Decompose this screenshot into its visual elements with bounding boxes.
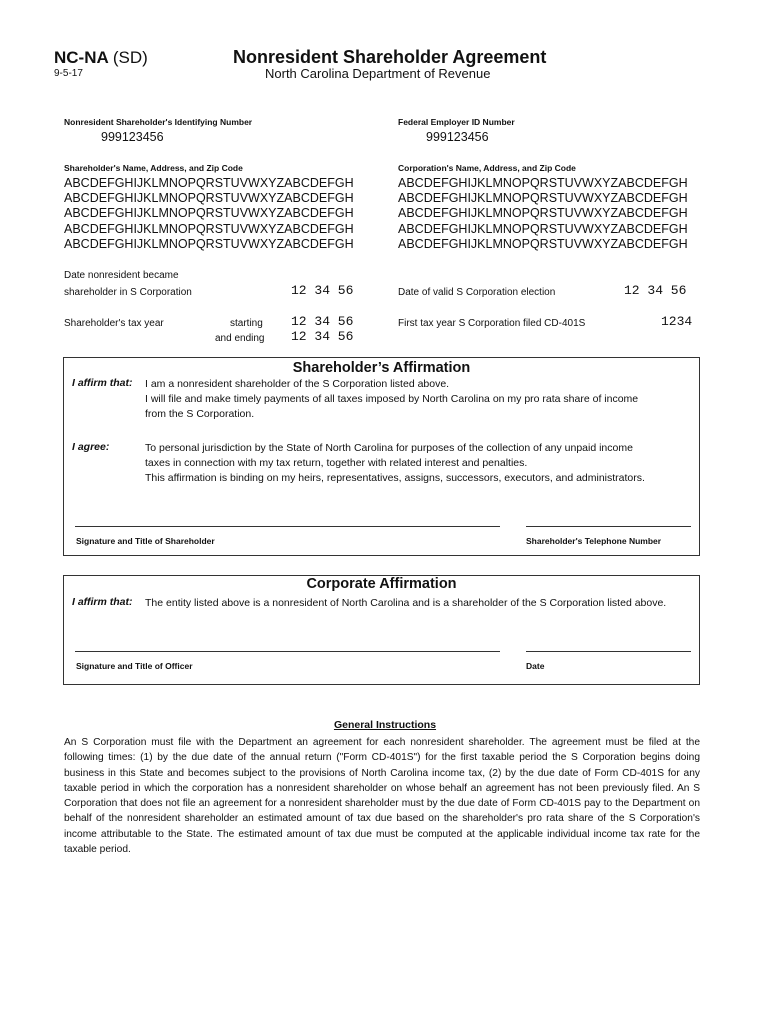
corporate-affirmation-title: Corporate Affirmation	[306, 576, 457, 592]
first-tax-year-field[interactable]: 1234	[661, 314, 693, 329]
date-label: Date	[526, 661, 545, 671]
address-line: ABCDEFGHIJKLMNOPQRSTUVWXYZABCDEFGH	[64, 191, 354, 206]
form-subtitle: North Carolina Department of Revenue	[265, 66, 491, 81]
shareholder-signature-line[interactable]	[75, 526, 500, 527]
address-line: ABCDEFGHIJKLMNOPQRSTUVWXYZABCDEFGH	[398, 206, 688, 221]
s-election-label: Date of valid S Corporation election	[398, 287, 556, 298]
tax-year-end-field[interactable]: 12 34 56	[291, 329, 354, 344]
shareholder-address-label: Shareholder's Name, Address, and Zip Code	[64, 163, 243, 173]
agree-label: I agree:	[72, 441, 110, 453]
revision-date: 9-5-17	[54, 68, 83, 79]
address-line: ABCDEFGHIJKLMNOPQRSTUVWXYZABCDEFGH	[64, 206, 354, 221]
agree-line: taxes in connection with my tax return, together with related interest and penalties.	[145, 457, 528, 469]
instructions-body: An S Corporation must file with the Department an agreement for each nonresident shareholder. The agreement must be filed at the following times: (1) by the due date of the annual return ("Form CD-401S") for the first taxable period the S Corporation begins doing business in this State and becomes subject to the provisions of North Carolina income tax, (2) by the due date of Form CD-401S for any taxable period in which the corporation has a nonresident shareholder on whose behalf an agreement has not been previously filed. An S Corporation that does not file an agreement for a nonresident shareholder must by the due date of Form CD-401S pay to the Department on behalf of the nonresident shareholder an estimated amount of tax due based on the shareholder's pro rata share of the S Corporation's income attributable to the State. The estimated amount of tax due must be computed at the applicable individual income tax rate for the taxable period.	[64, 737, 700, 856]
instructions-heading: General Instructions	[333, 719, 437, 731]
address-line: ABCDEFGHIJKLMNOPQRSTUVWXYZABCDEFGH	[64, 236, 354, 251]
form-number: NC-NA	[54, 48, 109, 67]
shareholder-address-field[interactable]	[64, 176, 354, 252]
corporate-affirm-text: The entity listed above is a nonresident of North Carolina and is a shareholder of the S Corporation listed above.	[145, 597, 667, 609]
corporation-address-field[interactable]	[398, 176, 688, 252]
date-line[interactable]	[526, 651, 691, 652]
address-line: ABCDEFGHIJKLMNOPQRSTUVWXYZABCDEFGH	[64, 176, 354, 190]
address-line: ABCDEFGHIJKLMNOPQRSTUVWXYZABCDEFGH	[398, 191, 688, 206]
s-election-field[interactable]: 12 34 56	[624, 283, 687, 298]
shareholder-id-field[interactable]: 999123456	[101, 130, 164, 144]
form-title: Nonresident Shareholder Agreement	[233, 47, 547, 67]
shareholder-affirm-text	[145, 377, 693, 422]
corporate-affirm-label: I affirm that:	[72, 596, 133, 608]
affirm-line: I am a nonresident shareholder of the S Corporation listed above.	[145, 378, 450, 390]
affirm-line: from the S Corporation.	[145, 408, 255, 420]
affirm-line: I will file and make timely payments of all taxes imposed by North Carolina on my pro rata share of income	[145, 393, 639, 405]
address-line: ABCDEFGHIJKLMNOPQRSTUVWXYZABCDEFGH	[398, 176, 688, 190]
tax-year-label: Shareholder's tax year	[64, 318, 164, 329]
date-became-label-line2: shareholder in S Corporation	[64, 287, 192, 298]
date-became-label-line1: Date nonresident became	[64, 270, 179, 281]
tax-year-start-field[interactable]: 12 34 56	[291, 314, 354, 329]
starting-label: starting	[230, 318, 263, 329]
shareholder-affirmation-box	[63, 357, 700, 556]
shareholder-signature-label: Signature and Title of Shareholder	[76, 536, 215, 546]
fein-label: Federal Employer ID Number	[398, 117, 515, 127]
officer-signature-label: Signature and Title of Officer	[76, 661, 193, 671]
shareholder-phone-line[interactable]	[526, 526, 691, 527]
ending-label: and ending	[215, 333, 265, 344]
address-line: ABCDEFGHIJKLMNOPQRSTUVWXYZABCDEFGH	[398, 236, 688, 251]
corporation-address-label: Corporation's Name, Address, and Zip Code	[398, 163, 576, 173]
officer-signature-line[interactable]	[75, 651, 500, 652]
form-id	[54, 48, 148, 68]
shareholder-id-label: Nonresident Shareholder's Identifying Number	[64, 117, 253, 127]
shareholder-affirmation-title: Shareholder’s Affirmation	[292, 360, 471, 376]
form-suffix: (SD)	[112, 48, 148, 67]
address-line: ABCDEFGHIJKLMNOPQRSTUVWXYZABCDEFGH	[398, 221, 688, 236]
agree-line: This affirmation is binding on my heirs, representatives, assigns, successors, executors, and administrators.	[145, 472, 645, 484]
shareholder-phone-label: Shareholder's Telephone Number	[526, 536, 662, 546]
agree-line: To personal jurisdiction by the State of North Carolina for purposes of the collection of any unpaid income	[145, 442, 633, 454]
agree-text	[145, 441, 693, 486]
first-tax-year-label: First tax year S Corporation filed CD-401S	[398, 318, 586, 329]
corporate-affirmation-box	[63, 575, 700, 685]
date-became-field[interactable]: 12 34 56	[291, 283, 354, 298]
address-line: ABCDEFGHIJKLMNOPQRSTUVWXYZABCDEFGH	[64, 221, 354, 236]
shareholder-affirm-label: I affirm that:	[72, 377, 133, 389]
fein-field[interactable]: 999123456	[426, 130, 489, 144]
